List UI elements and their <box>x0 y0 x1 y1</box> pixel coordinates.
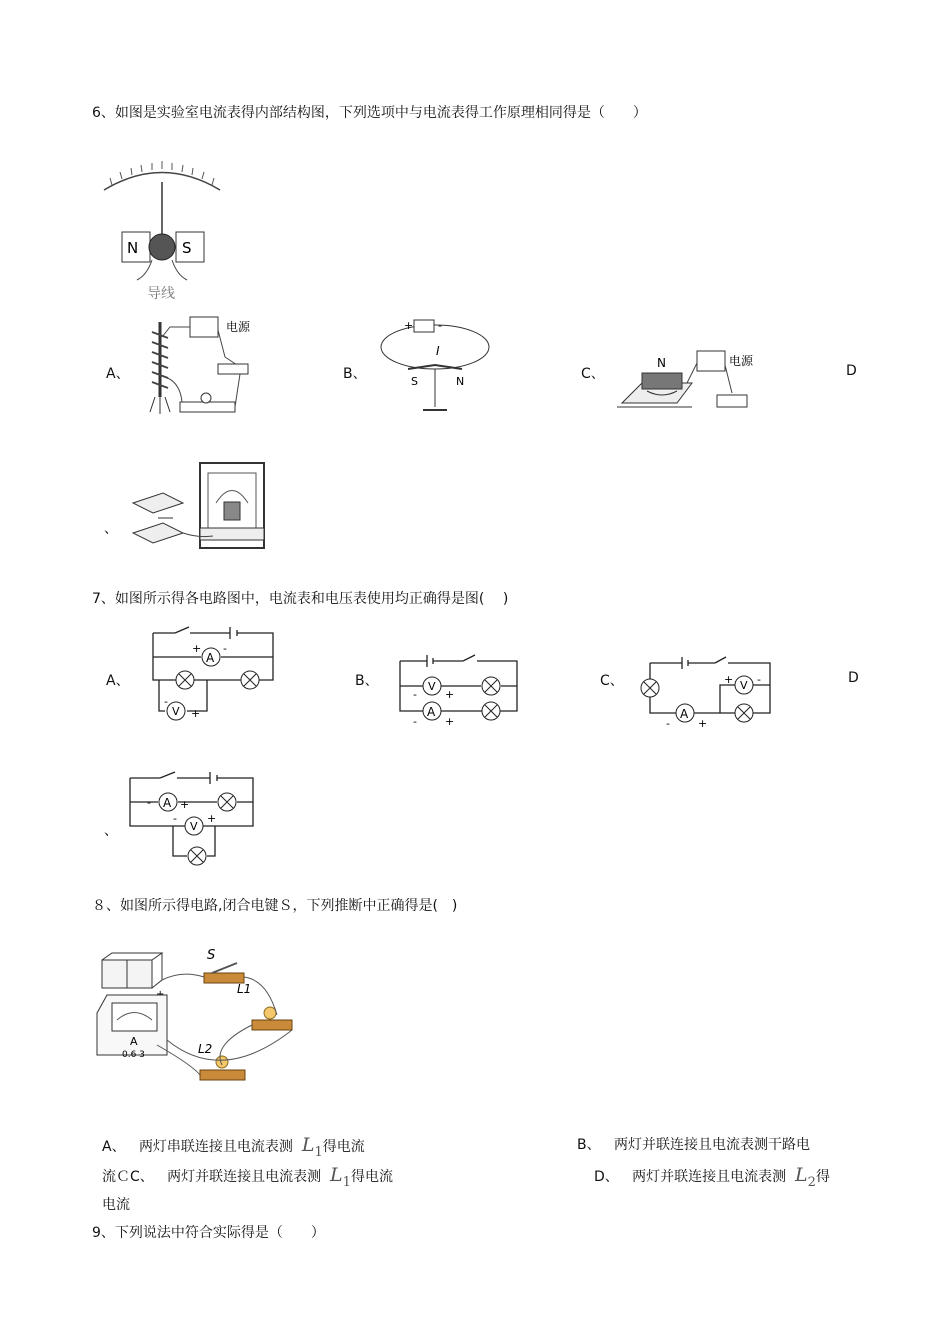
current-label: I <box>436 344 440 358</box>
q8-option-a <box>102 1134 365 1160</box>
q8-option-c-tail: 得电流 <box>350 1169 393 1185</box>
svg-text:+: + <box>724 673 734 686</box>
voltmeter-d: V <box>190 820 198 833</box>
q7-option-b-label: B、 <box>355 673 379 689</box>
svg-text:-: - <box>147 796 151 809</box>
voltmeter-a: V <box>172 705 180 718</box>
q6-option-c-label: C、 <box>581 366 605 382</box>
switch-label-fig: S <box>207 948 216 963</box>
q7-option-a-label: A、 <box>106 673 130 689</box>
q7-stem: 7、如图所示得各电路图中，电流表和电压表使用均正确得是图( ) <box>92 591 509 607</box>
svg-text:+: + <box>698 717 708 730</box>
svg-text:-: - <box>164 695 168 708</box>
q7-option-d-label: D <box>848 670 859 686</box>
q6-option-d-label: D <box>846 363 857 379</box>
ammeter-c: A <box>680 707 689 721</box>
q6-option-d-figure <box>128 458 273 558</box>
svg-text:-: - <box>757 673 761 686</box>
q8-option-b-tail-line <box>102 1164 393 1190</box>
ammeter-b: A <box>427 705 436 719</box>
l1-label-fig: L1 <box>237 982 252 996</box>
svg-text:+: + <box>207 812 217 825</box>
magnet-s-label: S <box>182 239 192 257</box>
q6-option-d-cont: 、 <box>104 521 118 537</box>
ammeter-label-fig: A <box>130 1035 138 1048</box>
q6-option-a-label: A、 <box>106 366 130 382</box>
q8-stem: ８、如图所示得电路,闭合电键Ｓ，下列推断中正确得是( ) <box>92 898 458 914</box>
magnet-n-label-c: N <box>657 356 666 370</box>
q6-option-b-figure <box>378 315 493 420</box>
magnet-n-label: N <box>127 239 139 257</box>
voltmeter-c: V <box>740 679 748 692</box>
q7-option-c-label: C、 <box>600 673 624 689</box>
needle-s-label: S <box>411 375 418 388</box>
q8-option-a-symbol: $L_1$ <box>301 1134 323 1160</box>
q7-circuit-a <box>145 625 285 725</box>
q8-option-d <box>594 1164 830 1190</box>
svg-text:+: + <box>192 642 202 655</box>
l2-label-fig: L2 <box>198 1042 213 1056</box>
svg-text:-: - <box>413 715 417 728</box>
wire-label: 导线 <box>147 286 175 302</box>
svg-text:-: - <box>223 642 227 655</box>
svg-text:+: + <box>445 688 455 701</box>
needle-n-label: N <box>456 375 465 388</box>
q8-option-c-text: 两灯并联连接且电流表测 <box>167 1169 322 1185</box>
power-label: 电源 <box>226 320 251 334</box>
svg-text:-: - <box>438 319 442 332</box>
q8-option-d-text: 两灯并联连接且电流表测 <box>632 1169 787 1185</box>
q9-stem: 9、下列说法中符合实际得是（ ） <box>92 1225 325 1241</box>
svg-text:+: + <box>404 319 414 332</box>
q7-circuit-b <box>395 653 525 728</box>
q8-option-d-label: D、 <box>594 1169 619 1185</box>
q7-option-d-cont: 、 <box>104 823 118 839</box>
q8-option-d-symbol: $L_2$ <box>795 1164 816 1190</box>
q8-option-b-tail: 流 <box>102 1169 116 1185</box>
q7-circuit-d <box>125 768 265 873</box>
ammeter-scale-fig: 0.6 3 <box>122 1050 145 1060</box>
q8-option-a-label: A、 <box>102 1139 126 1155</box>
q8-option-b-text: 两灯并联连接且电流表测干路电 <box>613 1137 810 1153</box>
svg-text:-: - <box>173 812 177 825</box>
q6-option-a-figure <box>140 312 265 424</box>
q6-option-c-figure <box>617 343 757 418</box>
q6-option-b-label: B、 <box>343 366 367 382</box>
q8-option-c-label: ＣC、 <box>116 1169 154 1185</box>
ammeter-internal-figure <box>92 150 232 305</box>
q8-option-c-symbol: $L_1$ <box>330 1164 351 1190</box>
q8-option-b <box>577 1134 810 1154</box>
q8-option-b-label: B、 <box>577 1137 601 1153</box>
svg-text:+: + <box>180 798 190 811</box>
q8-circuit-figure <box>92 945 302 1095</box>
svg-text:+: + <box>445 715 455 728</box>
q8-option-d-tail2: 电流 <box>102 1197 130 1213</box>
svg-text:-: - <box>666 717 670 730</box>
voltmeter-b: V <box>428 680 436 693</box>
ammeter-a: A <box>206 651 215 665</box>
q8-option-a-tail: 得电流 <box>322 1139 365 1155</box>
svg-text:+: + <box>191 707 201 720</box>
q8-option-d-tail: 得 <box>815 1169 830 1185</box>
ammeter-d: A <box>163 796 172 810</box>
q6-stem: 6、如图是实验室电流表得内部结构图，下列选项中与电流表得工作原理相同得是（ ） <box>92 105 647 121</box>
svg-text:-: - <box>413 688 417 701</box>
power-label-c: 电源 <box>729 354 754 368</box>
q7-circuit-c <box>640 655 780 730</box>
q8-option-a-text: 两灯串联连接且电流表测 <box>138 1139 293 1155</box>
